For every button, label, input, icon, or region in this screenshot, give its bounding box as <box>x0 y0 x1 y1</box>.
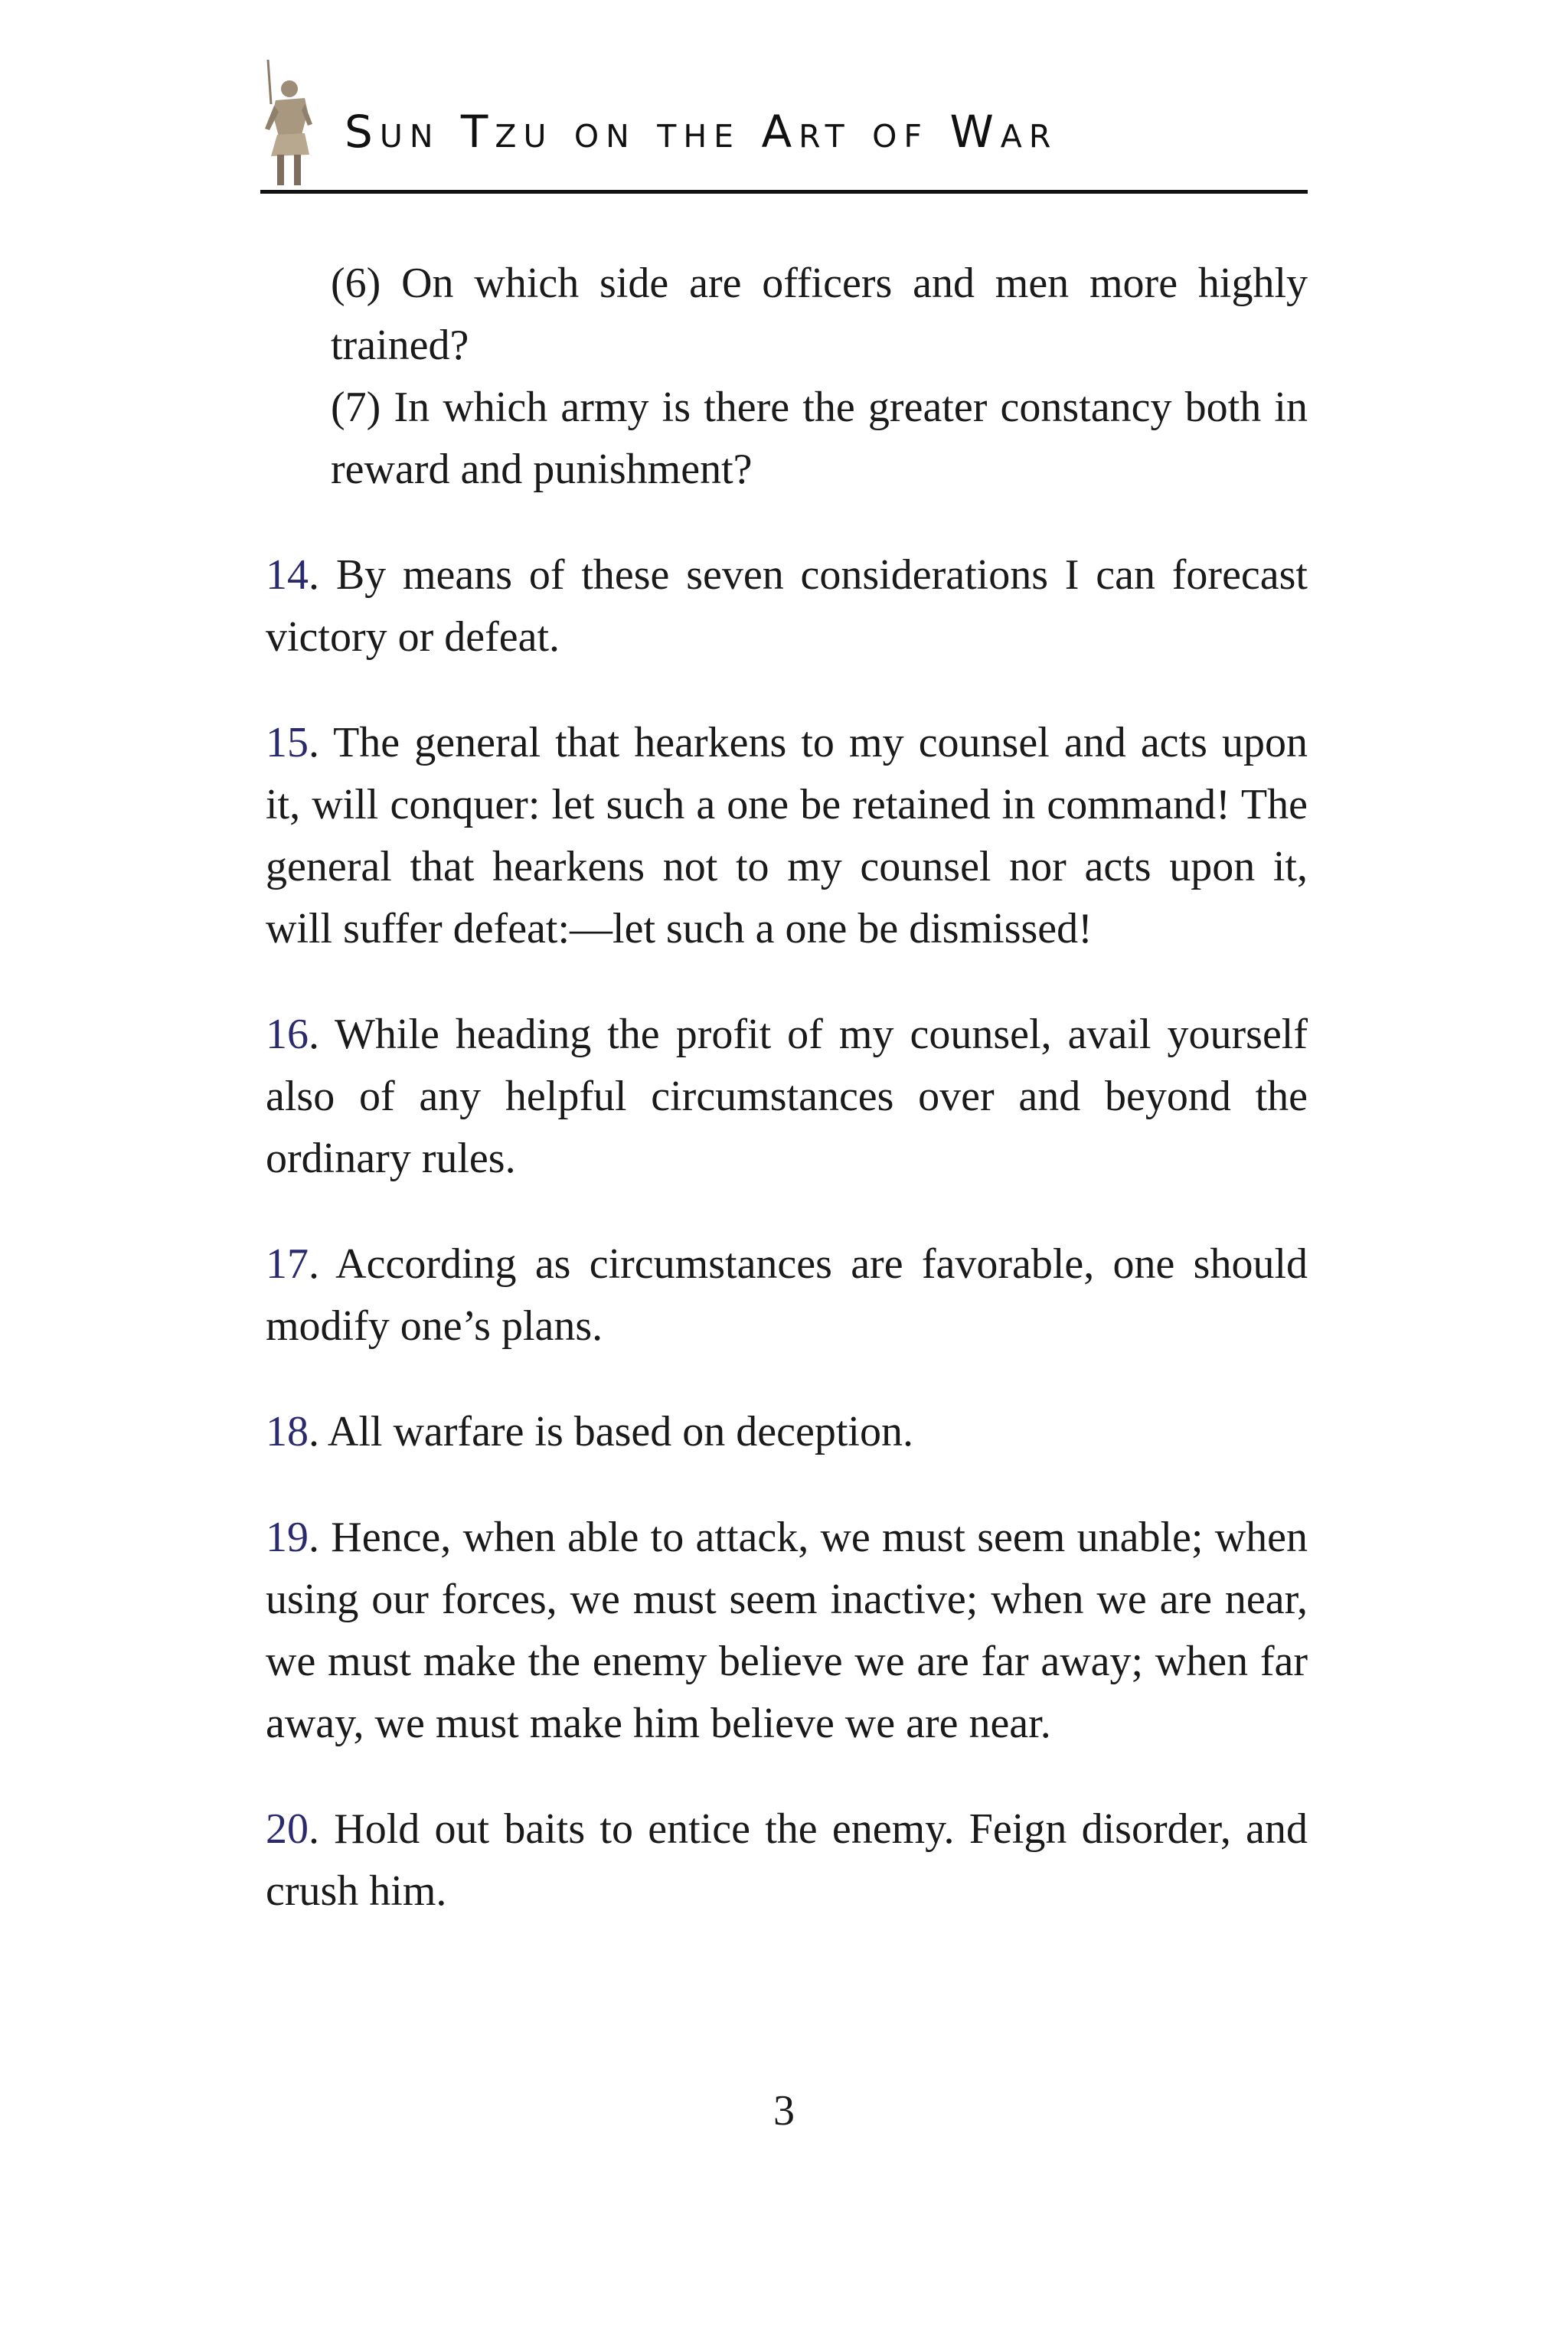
paragraph-number: 19 <box>266 1514 309 1561</box>
paragraph-text: . While heading the profit of my counsel, avail yourself also of any helpful circumstances over and beyond the ordinary rules. <box>266 1011 1308 1182</box>
list-item-6: (6) On which side are officers and men more highly trained? <box>331 260 1308 369</box>
page-number: 3 <box>773 2087 795 2135</box>
paragraph-number: 17 <box>266 1240 309 1288</box>
paragraph-20 <box>266 1798 1308 1922</box>
paragraph-17 <box>266 1233 1308 1357</box>
paragraph-19 <box>266 1507 1308 1755</box>
paragraph-15 <box>266 712 1308 960</box>
paragraph-number: 18 <box>266 1408 309 1455</box>
page-body <box>266 253 1308 1966</box>
paragraph-text: . All warfare is based on deception. <box>309 1408 913 1455</box>
paragraph-number: 16 <box>266 1011 309 1058</box>
paragraph-14 <box>266 544 1308 668</box>
paragraph-number: 15 <box>266 719 309 766</box>
paragraph-text: . According as circumstances are favorable, one should modify one’s plans. <box>266 1240 1308 1350</box>
paragraph-18 <box>266 1401 1308 1463</box>
paragraph-text: . Hold out baits to entice the enemy. Feign disorder, and crush him. <box>266 1805 1308 1915</box>
paragraph-text: . The general that hearkens to my counsel and acts upon it, will conquer: let such a one be retained in command! The general that hearkens not to my counsel nor acts upon it, will suffer defeat:—let such a one be dismissed! <box>266 719 1308 952</box>
paragraph-number: 20 <box>266 1805 309 1853</box>
header-title: Sun Tzu on the Art of War <box>345 106 1058 158</box>
paragraph-text: . By means of these seven considerations I can forecast victory or defeat. <box>266 551 1308 661</box>
paragraph-text: . Hence, when able to attack, we must seem unable; when using our forces, we must seem inactive; when we are near, we must make the enemy believe we are far away; when far away, we must make him believe we are near. <box>266 1514 1308 1747</box>
running-header <box>260 55 1308 196</box>
header-rule <box>260 190 1308 194</box>
paragraph-16 <box>266 1004 1308 1190</box>
continued-list <box>331 253 1308 501</box>
list-item-7: (7) In which army is there the greater constancy both in reward and punishment? <box>331 384 1308 493</box>
warrior-figure-icon <box>260 58 314 188</box>
paragraph-number: 14 <box>266 551 309 599</box>
